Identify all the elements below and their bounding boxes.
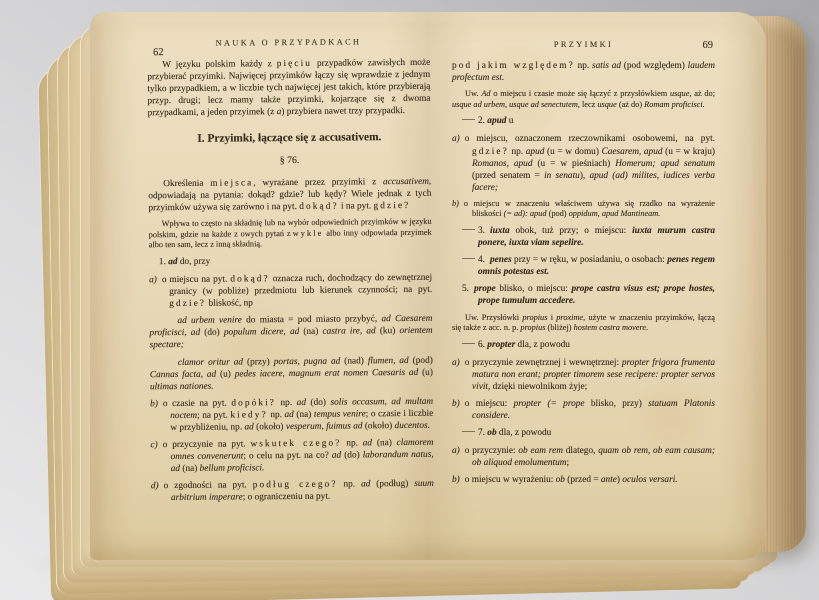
page-spread [90, 12, 766, 560]
section-heading: I. Przyimki, łączące się z accusativem. [197, 131, 382, 146]
list-item: a) o przyczynie: ob eam rem dlatego, quam ob rem, ob eam causam; ob aliquod emolumentum; [452, 446, 715, 469]
right-page [452, 36, 715, 492]
item-marker: a) [452, 357, 460, 368]
numbered-entry: 2. apud u [452, 115, 715, 127]
section-number: § 76. [279, 155, 300, 167]
list-item: b) o miejscu: propter (= prope blisko, przy) statuam Platonis considere. [452, 399, 715, 422]
right-page-header [452, 36, 715, 60]
item-marker: b) [452, 198, 459, 208]
left-page-text [147, 57, 434, 505]
item-marker: 5. [462, 284, 469, 295]
paragraph: pod jakim względem? np. satis ad (pod względem) laudem profectum est. [452, 61, 715, 84]
paragraph: Określenia miejsca, wyrażane przez przyimki z accusativem, odpowiadają na pytania: dokąd? gdzie? lub kędy? Wiele jednak z tych przyimków używa się zarówno i na pyt. dokąd? i na pyt. gdzie? [148, 176, 432, 214]
left-page [147, 33, 434, 510]
item-marker: 3. [478, 226, 485, 237]
list-item: c) o przyczynie na pyt. wskutek czego? np. ad (na) clamorem omnes convenerunt; o celu na pyt. na co? ad (do) laborandum natus, ad (na) bellum proficisci. [150, 437, 434, 475]
list-item: a) o miejscu, oznaczonem rzeczownikami osobowemi, na pyt. gdzie? np. apud (u = w domu) Caesarem, apud (u = w kraju) Romanos, apud (u = w pieśniach) Homerum; apud senatum (przed senatem = in senatu), apud (ad) milites, iudices verba facere; [452, 134, 715, 193]
list-item: d) o zgodności na pyt. podług czego? np. ad (podług) suum arbitrium imperare; o ograniczeniu na pyt. [150, 479, 434, 504]
page-number-left: 62 [153, 47, 164, 59]
numbered-entry: 5. prope blisko, o miejscu: prope castra visus est; prope hostes, prope tumulum accedere. [462, 284, 716, 307]
item-marker: b) [150, 398, 158, 410]
item-marker: b) [452, 399, 460, 410]
running-header-left: NAUKA O PRZYPADKACH [215, 37, 362, 48]
list-item: a) o przyczynie zewnętrznej i wewnętrznej: propter frigora frumenta matura non erant; propter timorem sese recipere: propter servos vivit, dzięki niewolnikom żyje; [452, 357, 715, 392]
latin-example: ad urbem venire do miasta = pod miasto przybyć, ad Caesarem proficisci, ad (do) populum dicere, ad (na) castra ire, ad (ku) orientem spectare; [149, 314, 433, 351]
item-marker: b) [452, 475, 460, 486]
list-item: b) o miejscu w wyrażeniu: ob (przed = ante) oculos versari. [452, 475, 678, 486]
item-marker: a) [452, 446, 460, 457]
item-marker: c) [150, 440, 158, 451]
numbered-entry: 1. ad do, przy [158, 256, 211, 268]
latin-example: clamor oritur ad (przy) portas, pugna ad (nad) flumen, ad (pod) Cannas facta, ad (u) pedes iacere, magnum erat nomen Caesaris ad (u) ultimas nationes. [149, 355, 433, 392]
numbered-entry: 7. ob dla, z powodu [452, 427, 715, 439]
paragraph: W języku polskim każdy z pięciu przypadków zawisłych może przybierać przyimki. Najwięcej przyimków łączy się wprawdzie z jednym tylko przypadkiem, a w liczbie tych najwięcej jest takich, które przybierają przyp. drugi; lecz mamy także przyimki, kojarzące się z dwoma przypadkami, a jeden przyimek (z a) przybiera nawet trzy przypadki. [147, 57, 431, 119]
running-header-right: PRZYIMKI [553, 40, 614, 49]
numbered-entry: 6. propter dla, z powodu [452, 339, 715, 351]
item-marker: a) [452, 134, 460, 145]
list-item: b) o czasie na pyt. dopóki? np. ad (do) solis occasum, ad multam noctem; na pyt. kiedy? np. ad (na) tempus venire; o czasie i liczbie w przybliżeniu, np. ad (około) vesperum, fuimus ad (około) ducentos. [150, 396, 434, 434]
item-marker: 4. [478, 255, 485, 266]
note-paragraph: Uw. Ad o miejscu i czasie może się łączyć z przysłówkiem usque, aż do; usque ad urbem, usque ad senectutem, lecz usque (aż do) Romam proficisci. [452, 89, 715, 109]
right-page-text [452, 60, 715, 487]
page-number-right: 69 [702, 40, 713, 51]
note-paragraph: Uw. Przysłówki propius i proxime, użyte w znaczeniu przyimków, łączą się także z acc. n. p. propius (bliżej) hostem castra movere. [452, 312, 715, 333]
item-marker: a) [149, 275, 157, 286]
paragraph-small: Wpływa to często na składnię lub na wybór odpowiednich przyimków w języku polskim, gdzie na każde z owych pytań zwykle albo inny odpowiada przyimek albo ten sam, lecz z inną składnią. [148, 216, 432, 250]
left-page-header [147, 33, 430, 59]
item-marker: d) [150, 481, 159, 492]
list-item: a) o miejscu na pyt. dokąd? oznacza ruch, dochodzący do zewnętrznej granicy (w pobliże) przedmiotu lub kierunek czynności; na pyt. gdzie? bliskość, np [149, 272, 433, 310]
numbered-entry: 3. iuxta obok, tuż przy; o miejscu: iuxta murum castra ponere, iuxta viam sepelire. [452, 225, 715, 249]
list-item: b) o miejscu w znaczeniu właściwem używa się rzadko na wyrażenie bliskości (= ad): apud (pod) oppidum, apud Mantineam. [452, 198, 715, 219]
numbered-entry: 4. penes przy = w ręku, w posiadaniu, o osobach: penes regem omnis potestas est. [452, 254, 715, 278]
